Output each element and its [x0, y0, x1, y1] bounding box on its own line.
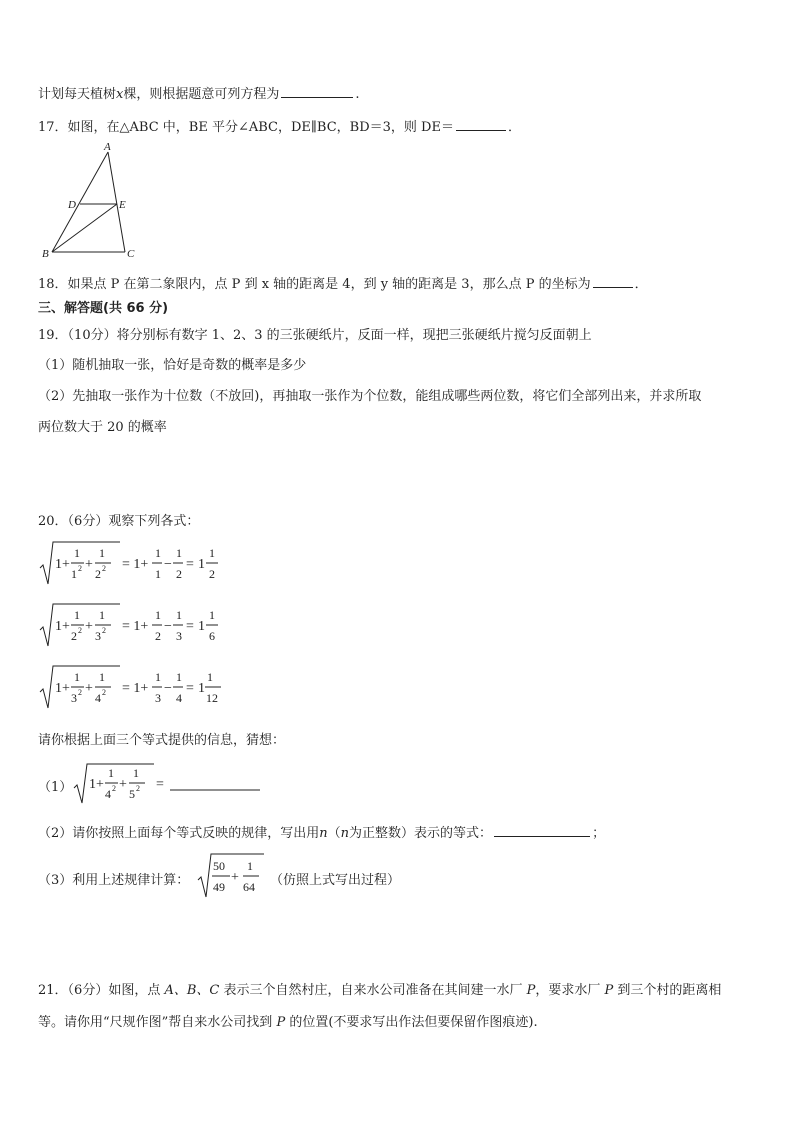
svg-text:1+: 1+: [55, 619, 70, 634]
q20-part2: [38, 822, 605, 841]
q16-tail: [38, 83, 360, 102]
svg-text:=: =: [156, 777, 164, 792]
q20-part2-text: （2）请你按照上面每个等式反映的规律，写出用: [38, 826, 320, 841]
svg-text:=: =: [186, 681, 194, 696]
q16-text: 计划每天植树: [38, 87, 117, 102]
svg-text:1: 1: [133, 766, 139, 780]
label-a: A: [104, 141, 111, 153]
q21-p1: P: [526, 983, 536, 998]
q20-part2-paren: （: [327, 826, 341, 841]
svg-text:−: −: [164, 619, 172, 634]
svg-text:2: 2: [78, 564, 82, 573]
svg-text:−: −: [164, 557, 172, 572]
svg-text:3: 3: [155, 691, 161, 705]
q21-line2: [38, 1011, 538, 1030]
q18-text: 18．如果点 P 在第二象限内，点 P 到 x 轴的距离是 4，到 y 轴的距离是 3，那么点 P 的坐标为: [38, 277, 591, 292]
svg-text:1: 1: [74, 670, 80, 684]
svg-text:= 1+: = 1+: [122, 681, 149, 696]
svg-text:2: 2: [95, 567, 101, 581]
svg-text:1: 1: [155, 546, 161, 560]
svg-text:1: 1: [247, 859, 253, 873]
svg-text:2: 2: [176, 567, 182, 581]
q17-question: [38, 116, 521, 135]
svg-text:−: −: [164, 681, 172, 696]
q17-answer-blank[interactable]: [456, 118, 506, 131]
q20-part2-answer-blank[interactable]: [494, 824, 590, 837]
svg-text:64: 64: [243, 880, 255, 894]
q20-part3-formula: [196, 850, 266, 904]
q20-stem: 20．（6分）观察下列各式：: [38, 514, 200, 529]
svg-text:+: +: [85, 557, 93, 572]
q20-part1-formula: [72, 760, 272, 810]
svg-text:3: 3: [176, 629, 182, 643]
q21-line1: [38, 979, 721, 998]
svg-text:1+: 1+: [55, 557, 70, 572]
q21-p3: P: [276, 1015, 286, 1030]
svg-text:1: 1: [99, 670, 105, 684]
svg-text:1: 1: [209, 608, 215, 622]
svg-text:2: 2: [102, 626, 106, 635]
svg-text:1: 1: [71, 567, 77, 581]
svg-text:1: 1: [155, 567, 161, 581]
svg-text:2: 2: [136, 784, 140, 793]
svg-text:1: 1: [155, 608, 161, 622]
q16-answer-blank[interactable]: [281, 85, 353, 98]
svg-text:1: 1: [176, 608, 182, 622]
svg-text:1: 1: [209, 546, 215, 560]
q21-text-3: ，要求水厂: [535, 983, 605, 998]
svg-text:1: 1: [198, 681, 205, 696]
q20-part2-n2: n: [340, 826, 350, 841]
svg-text:=: =: [186, 557, 194, 572]
svg-text:2: 2: [102, 688, 106, 697]
svg-text:1: 1: [99, 546, 105, 560]
q18-answer-blank[interactable]: [593, 275, 633, 288]
svg-text:1+: 1+: [89, 777, 104, 792]
svg-text:= 1+: = 1+: [122, 619, 149, 634]
q21-text-4: 到三个村的距离相: [613, 983, 722, 998]
q18-question: [38, 273, 648, 292]
svg-text:1: 1: [176, 546, 182, 560]
svg-text:50: 50: [213, 859, 225, 873]
svg-text:2: 2: [78, 626, 82, 635]
label-b: B: [42, 248, 49, 260]
svg-text:1: 1: [74, 608, 80, 622]
svg-text:2: 2: [102, 564, 106, 573]
svg-text:1: 1: [198, 619, 205, 634]
q21-text: 21．（6分）如图，点: [38, 983, 165, 998]
q20-part3-label: （3）利用上述规律计算：: [38, 873, 190, 888]
q17-text: 17．如图，在△ABC 中，BE 平分∠ABC，DE∥BC，BD＝3，则 DE＝: [38, 120, 454, 135]
svg-text:1: 1: [155, 670, 161, 684]
svg-text:5: 5: [129, 787, 135, 801]
label-d: D: [68, 199, 76, 211]
equation-2: [38, 600, 238, 654]
segment-be: [52, 204, 117, 252]
svg-text:4: 4: [105, 787, 111, 801]
svg-text:1: 1: [176, 670, 182, 684]
q19-part2-line1: （2）先抽取一张作为十位数（不放回)，再抽取一张作为个位数，能组成哪些两位数，将它们全部列出来，并求所取: [38, 389, 702, 404]
svg-text:6: 6: [209, 629, 215, 643]
svg-text:2: 2: [78, 688, 82, 697]
svg-text:1: 1: [207, 670, 213, 684]
svg-text:49: 49: [213, 880, 225, 894]
q20-part2-n: n: [319, 826, 328, 841]
svg-text:+: +: [231, 870, 239, 885]
svg-text:1: 1: [108, 766, 114, 780]
svg-text:4: 4: [176, 691, 182, 705]
svg-text:= 1+: = 1+: [122, 557, 149, 572]
equation-1: [38, 538, 238, 592]
equation-3: [38, 662, 248, 716]
q21-p2: P: [604, 983, 614, 998]
svg-text:1+: 1+: [55, 681, 70, 696]
svg-text:+: +: [85, 681, 93, 696]
q21-points: A、B、C: [164, 983, 220, 998]
svg-text:1: 1: [198, 557, 205, 572]
q18-end: ．: [634, 277, 648, 292]
svg-text:+: +: [119, 777, 127, 792]
svg-text:2: 2: [155, 629, 161, 643]
svg-text:+: +: [85, 619, 93, 634]
q20-part2-text-2: 为正整数）表示的等式：: [349, 826, 493, 841]
section-heading: 三、解答题(共 66 分): [38, 301, 169, 316]
svg-text:2: 2: [71, 629, 77, 643]
q19-stem: 19．（10分）将分别标有数字 1、2、3 的三张硬纸片，反面一样，现把三张硬纸片搅匀反面朝上: [38, 328, 592, 343]
svg-text:=: =: [186, 619, 194, 634]
q20-part3-note: （仿照上式写出过程）: [270, 873, 401, 888]
q21-text-6: 的位置(不要求写出作法但要保留作图痕迹).: [285, 1015, 538, 1030]
triangle-figure: [38, 140, 148, 265]
svg-text:2: 2: [209, 567, 215, 581]
q21-text-5: 等。请你用“尺规作图”帮自来水公司找到: [38, 1015, 277, 1030]
svg-text:1: 1: [74, 546, 80, 560]
q20-part1-label: （1）: [38, 780, 73, 795]
label-c: C: [127, 248, 135, 260]
q16-var: x: [116, 87, 124, 102]
q20-guess: 请你根据上面三个等式提供的信息，猜想：: [38, 733, 286, 748]
svg-text:12: 12: [206, 691, 218, 705]
q19-part1: （1）随机抽取一张，恰好是奇数的概率是多少: [38, 358, 307, 373]
svg-text:3: 3: [95, 629, 101, 643]
q20-part2-end: ；: [592, 826, 606, 841]
svg-text:3: 3: [71, 691, 77, 705]
svg-text:1: 1: [99, 608, 105, 622]
svg-text:2: 2: [112, 784, 116, 793]
side-ab: [52, 152, 108, 252]
q16-text-2: 棵，则根据题意可列方程为: [123, 87, 280, 102]
q17-end: ．: [507, 120, 521, 135]
q21-text-2: 表示三个自然村庄，自来水公司准备在其间建一水厂: [219, 983, 527, 998]
svg-text:4: 4: [95, 691, 101, 705]
q16-end: .: [355, 87, 360, 102]
label-e: E: [119, 199, 126, 211]
q19-part2-line2: 两位数大于 20 的概率: [38, 420, 167, 435]
